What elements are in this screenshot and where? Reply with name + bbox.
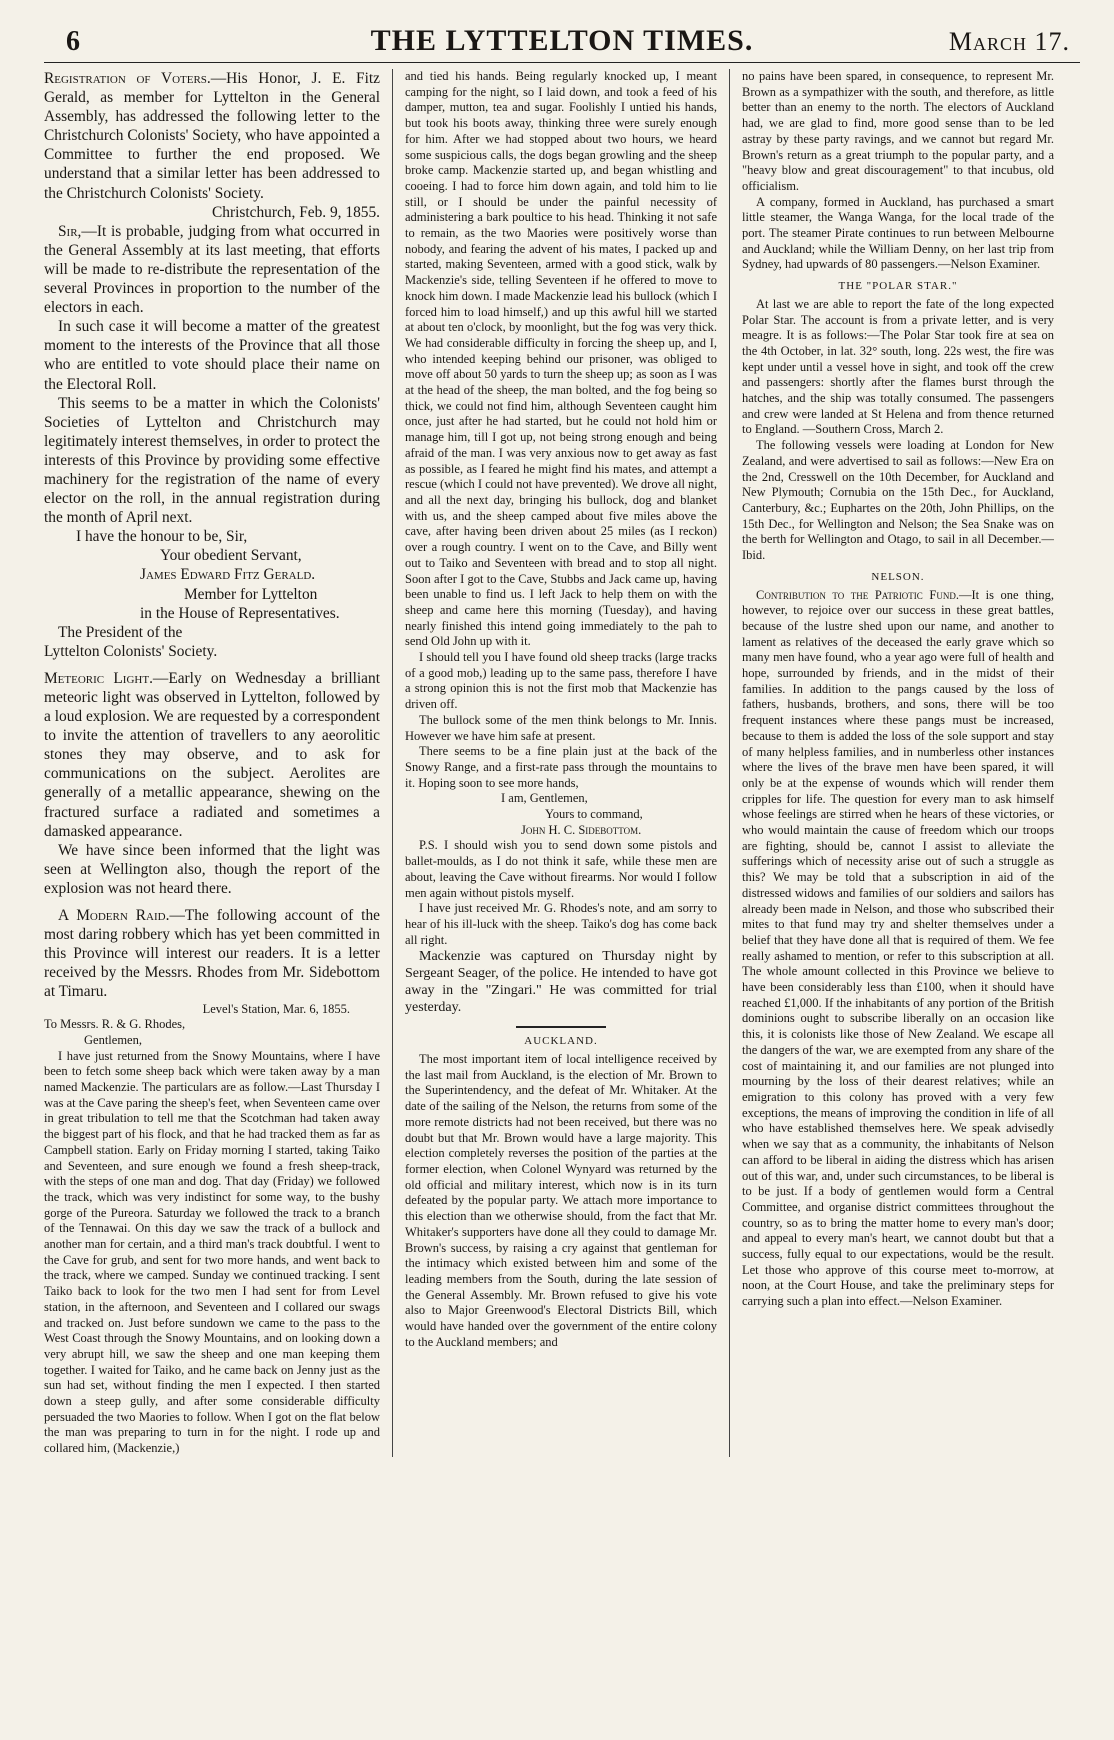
letter-addressee: Lyttelton Colonists' Society. [44, 642, 218, 660]
raid-letter-body: and tied his hands. Being regularly knocked up, I meant camping for the night, so I laid down, and took a feed of his damper, mutton, tea and sugar. Foolishly I untied his hands, but took his boots away, thinking three were surely enough for him. After we had stopped about two hours, we heard some suspicious calls, the dogs began growling and the sheep broke camp. Mackenzie started up, and began whistling and cooeing. I had to force him down again, and told him to lie still, or I should be under the painful necessity of administering a bark poultice to his head. Thinking it not safe to remain, as the two Maories were positively worse than nobody, and fearing the advent of his mates, I packed up and started, making Seventeen, armed with a good stick, walk by Mackenzie's side, telling Seventeen if he offered to move to knock him down. I made Mackenzie lead his bullock (which I forced him to load himself,) and up this awful hill we started at about ten o'clock, by moonlight, but the fog was very thick. We had considerable difficulty in forcing the sheep up, and I, who intended keeping behind our prisoner, was obliged to move off about 50 yards to turn the sheep up; as soon as I was at the head of the sheep, the man bolted, and the fog being so thick, we could not find him, although Seventeen caught him once, just after he had started, but he could not hold him or manage him, till I got up, not being strong enough and being afraid of the man. I was very anxious now to get away as fast as possible, as I feared he might find his mates, and attempt a rescue (which I could not have prevented). We drove all night, and all the next day, bringing his bullock, dog and blanket with us, and the sheep camped about five miles above the cave, after having been driven about 25 miles (as I reckon) over a rough country. I went on to the Cave, and Billy went out to Taiko and Seventeen with bread and to stop all night. Soon after I got to the Cave, Stubbs and Jack came up, having been unable to find us. I left Jack to help them on with the sheep and came here this morning (Tuesday), and having nearly finished this intend going immediately to the pah to send Old John up with it. [405, 69, 717, 649]
auckland-paragraph: A company, formed in Auckland, has purchased a smart little steamer, the Wanga Wanga, for the local trade of the port. The steamer Pirate continues to run between Melbourne and Auckland; while the William Denny, on her last trip from Sydney, had upwards of 80 passengers.—Nelson Examiner. [742, 194, 1054, 272]
raid-letter-signature: John H. C. Sidebottom. [521, 822, 642, 837]
raid-letter-body: I should tell you I have found old sheep tracks (large tracks of a good mob,) leading up to the same pass, therefore I have a strong opinion this is not the first mob that Mackenzie has driven off. [405, 650, 717, 712]
raid-letter-closing: Yours to command, [545, 807, 643, 822]
column-2 [392, 69, 729, 1457]
raid-letter-postscript: P.S. I should wish you to send down some pistols and ballet-moulds, as I do not think it safe, while these men are about, leaving the Cave without firearms. Nor would I follow men again without pistols myself. [405, 838, 717, 900]
modern-raid-paragraph: A Modern Raid.—The following account of the most daring robbery which has yet been committed in this Province will interest our readers. It is a letter received by the Messrs. Rhodes from Mr. Sidebottom at Timaru. [44, 907, 380, 1001]
section-heading-nelson: NELSON. [871, 570, 925, 583]
newspaper-title: THE LYTTELTON TIMES. [370, 24, 754, 57]
polar-star-paragraph: The following vessels were loading at London for New Zealand, and were advertised to sail as follows:—New Era on the 2nd, Cresswell on the 10th December, for Auckland and New Plymouth; Cornubia on the 15th Dec., for Auckland, Canterbury, &c.; Euphartes on the 20th, John Phillips, on the 15th Dec., for Wellington and Nelson; the Sea Snake was on the berth for Wellington and Otago, to sail in all December.—Ibid. [742, 438, 1054, 563]
column-3 [729, 69, 1054, 1457]
polar-star-paragraph: At last we are able to report the fate of the long expected Polar Star. The account is from a private letter, and is very meagre. It is as follows:—The Polar Star took fire at sea on the 4th October, in lat. 32° south, long. 22s west, the fire was kept under until a vessel hove in sight, and took off the crew and passengers: shortly after the flames burst through the hatches, and the ship was totally consumed. The passengers and crew were landed at St Helena and from thence returned to England. —Southern Cross, March 2. [742, 296, 1054, 437]
nelson-paragraph: Contribution to the Patriotic Fund.—It is one thing, however, to rejoice over our success in these great battles, because of the lustre shed upon our name, and another to lament as relatives of the deceased the early grave which so many men have found, who a year ago were full of health and hope, surrounded by friends, and in the midst of their families. In addition to the pangs caused by the loss of fathers, husbands, brothers, and sons, there will be too frequent instances where these pangs must be increased, because to them is added the loss of the sole support and stay of many helpless families, and in numberless other instances where the lives of the brave men have been spared, it will only be at the expense of wounds which will render them cripples for life. The question for every man to ask himself whose feelings are stirred when he hears of these victories, or who would maintain the cause of freedom which our troops are fighting, should be, cannot I assist to alleviate the sufferings which of necessity arise out of such a struggle as this? We may be told that a subscription in aid of the distressed widows and families of our soldiers and sailors has already been made in Nelson, and those who subscribed their mites to that fund may try and shelter themselves under a belief that they have done all that is required of them. We fee really ashamed to mention, or refer to this subscription at all. The whole amount collected in this Province we believe to have been considerably less than £100, when it should have reached £1,000. If the inhabitants of any portion of the British dominions ought to subscribe liberally on an occasion like this, it is colonists like those of New Zealand. We escape all the dangers of the war, we are exempted from any share of the cost of maintaining it, and our families are not plunged into mourning by the loss of their dearest relatives; while an emigration to this colony has proved with a very few exceptions, the means of improving the condition in life of all who have established themselves here. We speak advisedly when we say that as a community, the inhabitants of Nelson can afford to be liberal in aiding the distress which has arisen out of this war, and, under such circumstances, to be liberal is to be just. If a body of gentlemen would form a Central Committee, and organise district committees throughout the country, so as to bring the matter home to every man's door; and appeal to every man's heart, we cannot doubt but that a success, fully equal to our expectations, would be the result. Let those who approve of this course meet to-morrow, at noon, at the Court House, and take the preliminary steps for carrying such a plan into effect.—Nelson Examiner. [742, 587, 1054, 1309]
raid-letter-date: Level's Station, Mar. 6, 1855. [202, 1001, 350, 1016]
issue-date: March 17. [948, 27, 1070, 56]
section-heading-auckland: AUCKLAND. [524, 1035, 598, 1048]
page-number: 6 [66, 26, 80, 57]
raid-letter-body: There seems to be a fine plain just at the back of the Snowy Range, and a first-rate pass through the mountains to it. Hoping soon to see more hands, [405, 744, 717, 790]
raid-letter-body: The bullock some of the men think belongs to Mr. Innis. However we have him safe at present. [405, 712, 717, 743]
letter-paragraph: Sir,—It is probable, judging from what occurred in the General Assembly at its last meeting, that efforts will be made to re-distribute the representation of the several Provinces in proportion to the number of the electors in each. [44, 222, 380, 317]
meteoric-light-paragraph: We have since been informed that the light was seen at Wellington also, though the report of the explosion was not heard there. [44, 841, 380, 897]
letter-member: Member for Lyttelton [184, 585, 318, 603]
capture-paragraph: Mackenzie was captured on Thursday night by Sergeant Seager, of the police. He intended to have got away in the "Zingari." He was committed for trial yesterday. [405, 949, 717, 1016]
raid-letter-body: I have just received Mr. G. Rhodes's note, and am sorry to hear of his ill-luck with the sheep. Taiko's dog has come back all right. [405, 901, 717, 947]
letter-addressee: The President of the [58, 623, 183, 641]
registration-paragraph: Registration of Voters.—His Honor, J. E. Fitz Gerald, as member for Lyttelton in the General Assembly, has addressed the following letter to the Christchurch Colonists' Society, who have appointed a Committee to further the end proposed. We understand that a similar letter has been addressed to the Christchurch Colonists' Society. [44, 70, 380, 202]
raid-letter-body: I have just returned from the Snowy Mountains, where I have been to fetch some sheep back which were taken away by a man named Mackenzie. The particulars are as follow.—Last Thursday I was at the Cave paring the sheep's feet, when Seventeen came over in great tribulation to tell me that the Scotchman had taken away the biggest part of his flock, and that he had tracked them as far as Campbell station. Early on Friday morning I started, taking Taiko and Seventeen, and sure enough we found a fresh sheep-track, with the steps of one man and dog. That day (Friday) we followed the track, which was very indistinct for some way, to the bushy gorge of the Pureora. Saturday we followed the track to a branch of the Tennawai. On this day we saw the track of a bullock and another man for certain, and a third man's track doubtful. I went to the Cave for grub, and sent for two more hands, and went back to the track, where we camped. Sunday we continued tracking. I sent Taiko back to look for the two men I had sent for from Level station, in the afternoon, and Seventeen and I collared our swags and tracked on. Just before sundown we came to the pass to the West Coast through the Snowy Mountains, and on looking down a very abrupt hill, we saw the sheep and one man keeping them together. I waited for Taiko, and he came back on Jenny just as the sun had set, without finding the men I expected. I then started down a steep gully, and after some considerable difficulty persuaded the two Maories to follow. When I got on the flat below the man was preparing to turn in for the night. I rode up and collared him, (Mackenzie,) [44, 1048, 380, 1456]
meteoric-light-paragraph: Meteoric Light.—Early on Wednesday a brilliant meteoric light was observed in Lyttelton, followed by a loud explosion. We are requested by a correspondent to invite the attention of travellers to any aeorolitic stones they may observe, and to ask for communications on the subject. Aerolites are generally of a metallic appearance, shewing on the fractured surface a radiated and sometimes a damasked appearance. [44, 669, 380, 840]
letter-signature: James Edward Fitz Gerald. [140, 566, 316, 584]
letter-house: in the House of Representatives. [140, 604, 340, 622]
letter-paragraph: This seems to be a matter in which the Colonists' Societies of Lyttelton and Christchurch may legitimately interest themselves, in order to protect the interests of this Province by providing some effective machinery for the registration of the name of every elector on the roll, in the annual registration during the month of April next. [44, 394, 380, 527]
auckland-paragraph: no pains have been spared, in consequence, to represent Mr. Brown as a sympathizer with the south, and therefore, as little better than an enemy to the north. The electors of Auckland had, we are glad to find, more good sense than to be led astray by these party ravings, and we cannot but regard Mr. Brown's return as a great triumph to the popular party, and a "heavy blow and great discouragement" to that incubus, old officialism. [742, 69, 1054, 193]
section-heading-polar-star: THE "POLAR STAR." [838, 280, 958, 293]
section-divider [516, 1026, 606, 1028]
letter-paragraph: In such case it will become a matter of the greatest moment to the interests of the Province that all those who are entitled to vote should place their name on the Electoral Roll. [44, 318, 380, 393]
letter-servant: Your obedient Servant, [160, 547, 302, 565]
column-1 [44, 69, 392, 1457]
raid-letter-closing: I am, Gentlemen, [501, 791, 588, 806]
masthead [44, 22, 1080, 63]
raid-letter-to: To Messrs. R. & G. Rhodes, [44, 1017, 186, 1032]
raid-letter-salutation: Gentlemen, [84, 1032, 142, 1047]
letter-honour: I have the honour to be, Sir, [76, 528, 248, 546]
dateline: Christchurch, Feb. 9, 1855. [212, 203, 380, 221]
auckland-paragraph: The most important item of local intelligence received by the last mail from Auckland, is the election of Mr. Brown to the Superintendency, and the defeat of Mr. Whitaker. At the date of the sailing of the Nelson, the returns from some of the more remote districts had not been received, but there was no doubt but that Mr. Brown would have a large majority. This election completely reverses the position of the parties at the former election, when Colonel Wynyard was returned by the old official and military interest, which now is in its turn defeated by the popular party. We attach more importance to this election than we otherwise should, from the fact that Mr. Whitaker's supporters have done all they could to damage Mr. Brown's success, by raising a cry against that gentleman for the intimacy which existed between him and some of the leading members from the South, during the late session of the General Assembly. Mr. Brown refused to give his vote also to Major Greenwood's Electoral Districts Bill, which would have handed over the government of the entire colony to the Auckland members; and [405, 1052, 717, 1349]
